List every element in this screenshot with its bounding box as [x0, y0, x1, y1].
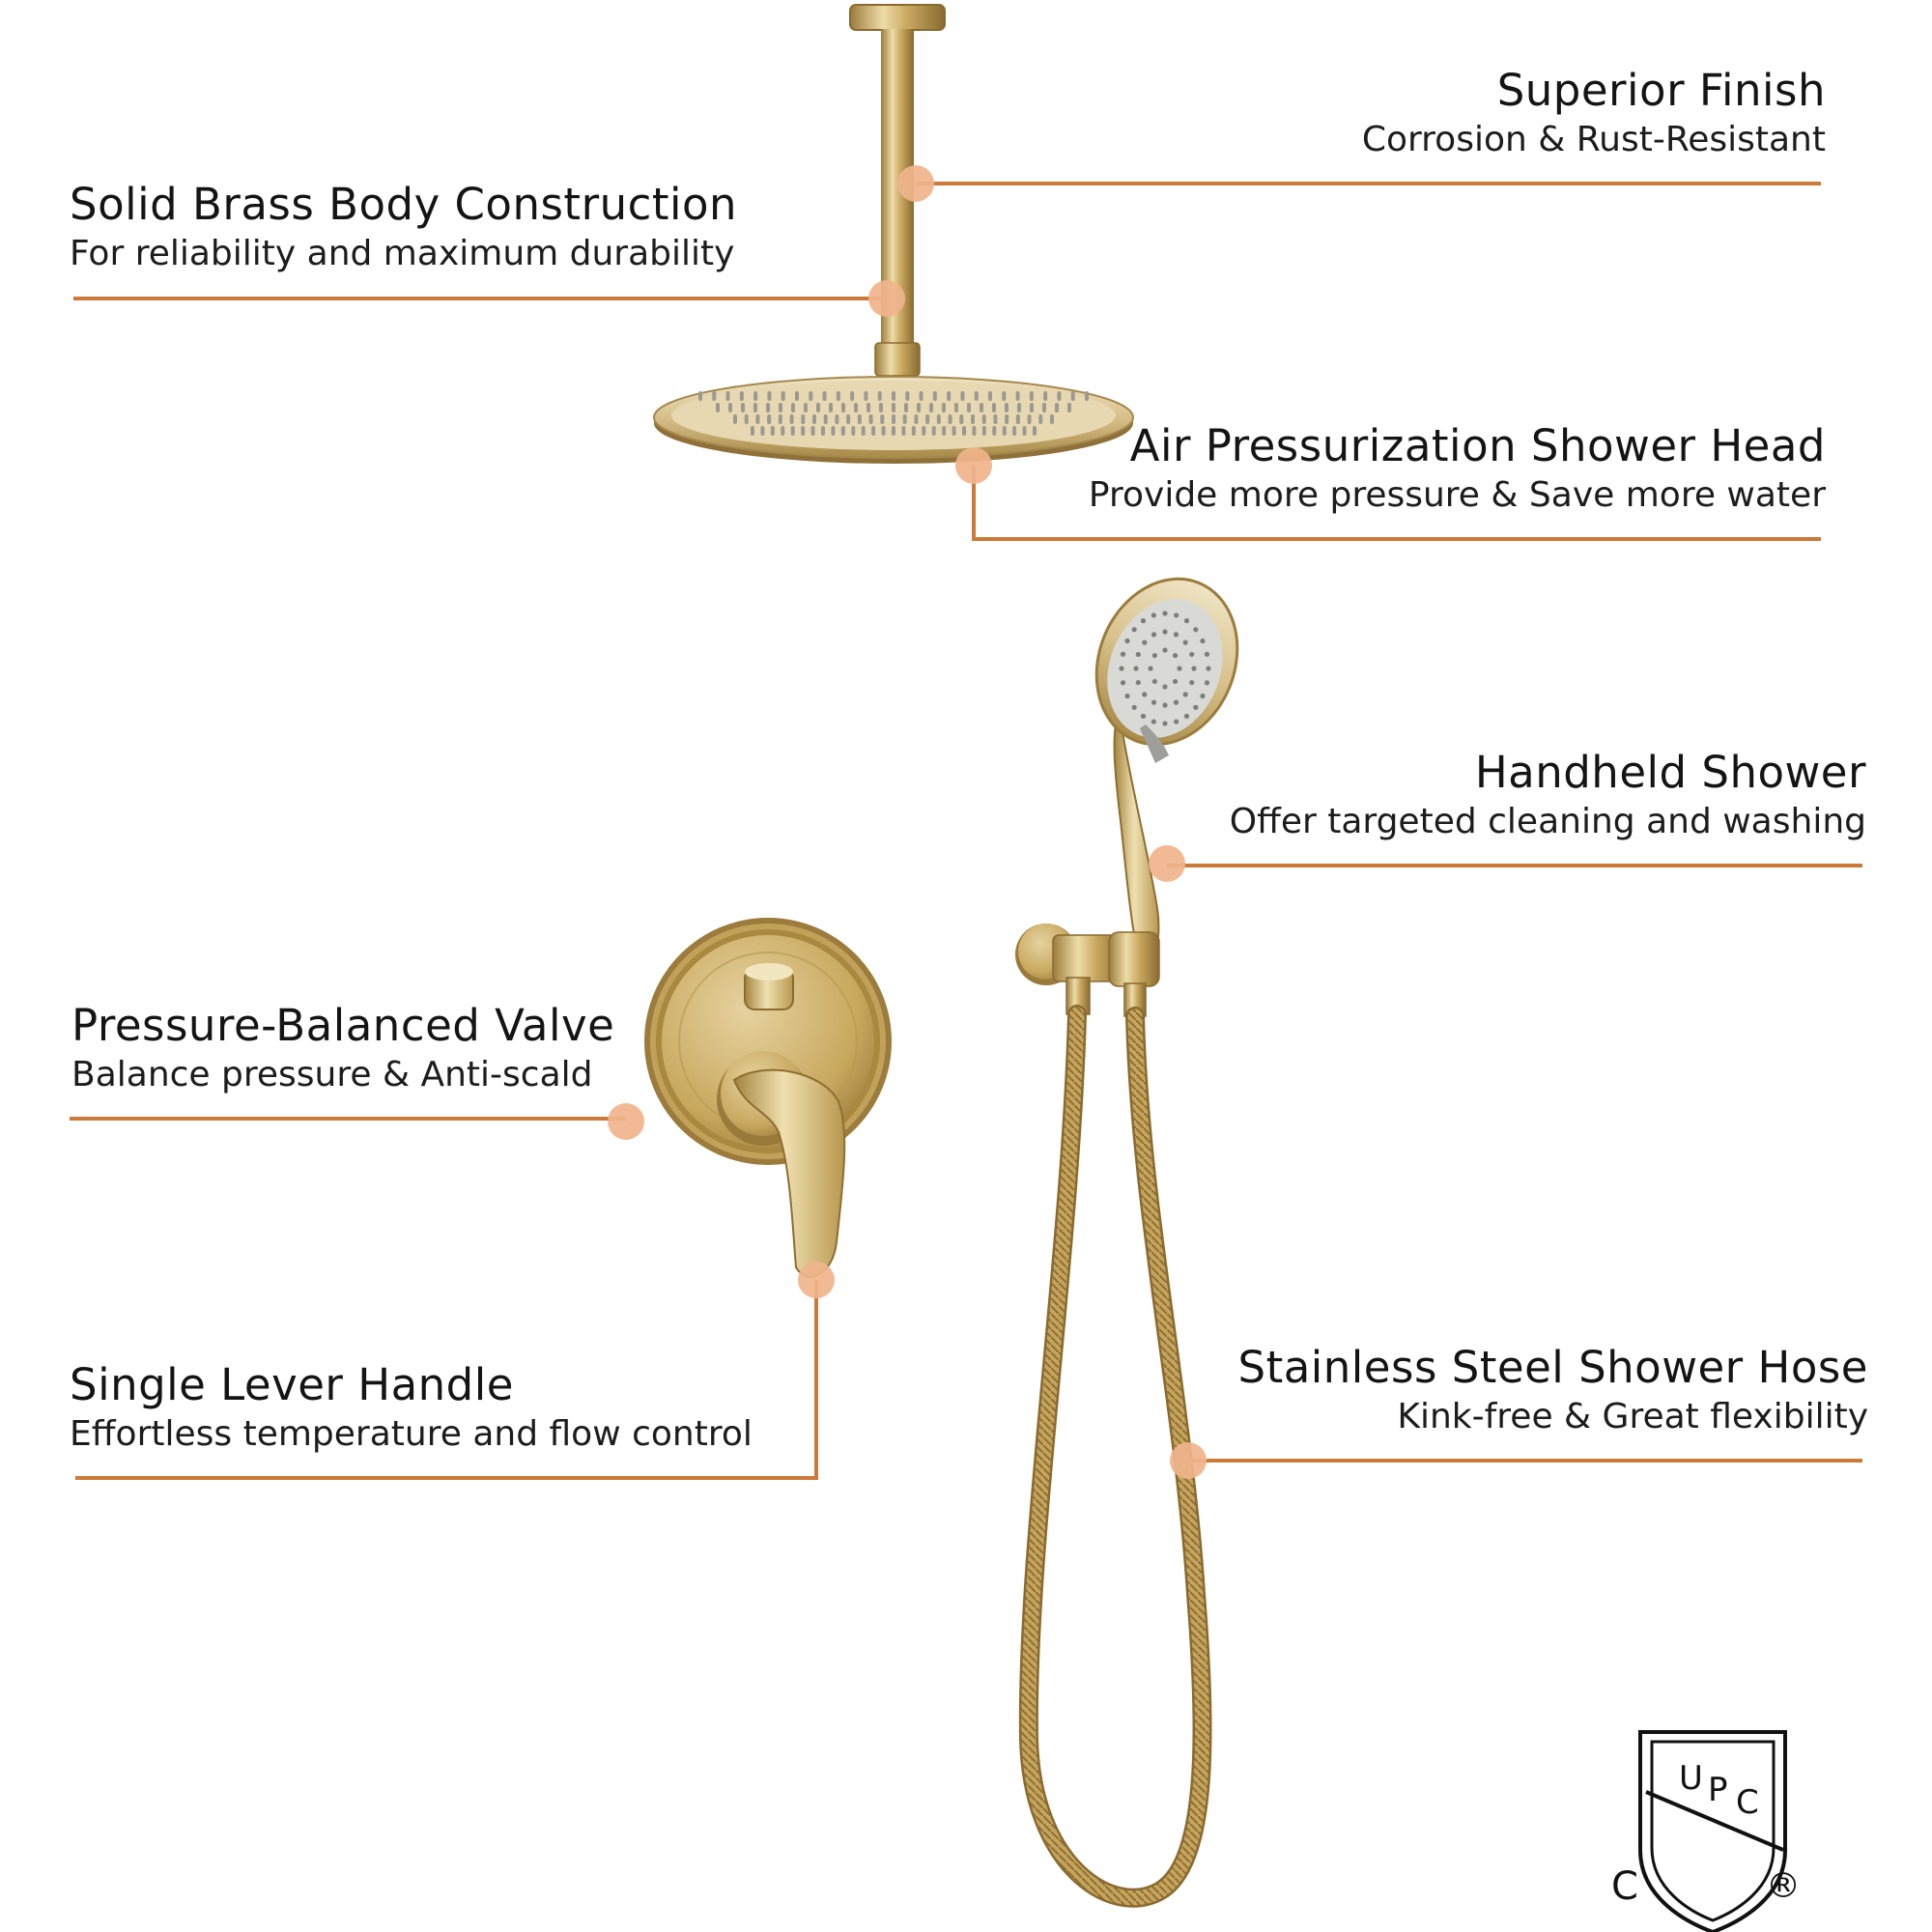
spray-nozzle — [1121, 680, 1125, 685]
feature-subtitle: Effortless temperature and flow control — [70, 1414, 753, 1454]
nozzle — [892, 426, 895, 436]
feature-title: Handheld Shower — [1474, 747, 1866, 798]
spray-nozzle — [1174, 700, 1179, 705]
nozzle — [823, 391, 827, 401]
nozzle — [869, 414, 873, 424]
feature-title: Superior Finish — [1496, 65, 1826, 116]
spray-nozzle — [1193, 705, 1198, 710]
nozzle — [980, 403, 983, 412]
spray-nozzle — [1206, 666, 1210, 670]
feature-subtitle: Balance pressure & Anti-scald — [71, 1055, 593, 1094]
spray-nozzle — [1136, 680, 1141, 685]
spray-nozzle — [1205, 652, 1209, 657]
feature-shower-hose — [999, 1341, 1868, 1439]
nozzle — [740, 391, 744, 401]
spray-nozzle — [1174, 612, 1179, 617]
nozzle — [728, 403, 732, 412]
spray-nozzle — [1132, 627, 1137, 632]
nozzle — [781, 426, 784, 436]
nozzle — [1071, 391, 1075, 401]
nozzle — [846, 414, 850, 424]
spray-nozzle — [1124, 639, 1129, 643]
nozzle — [781, 391, 785, 401]
spray-nozzle — [1151, 700, 1156, 705]
cupc-letter-p: P — [1708, 1771, 1728, 1809]
spray-nozzle — [1200, 694, 1205, 698]
nozzle — [1005, 403, 1009, 412]
nozzle — [751, 426, 754, 436]
nozzle — [960, 391, 964, 401]
nozzle — [824, 414, 828, 424]
nozzle — [949, 414, 952, 424]
nozzle — [871, 426, 875, 436]
nozzle — [933, 391, 937, 401]
nozzle — [841, 403, 845, 412]
nozzle — [942, 403, 946, 412]
nozzle — [922, 426, 925, 436]
nozzle — [1030, 391, 1034, 401]
nozzle — [816, 403, 820, 412]
nozzle — [932, 426, 936, 436]
nozzle — [1043, 391, 1047, 401]
registered-mark: ® — [1766, 1866, 1801, 1906]
feature-pressure-valve — [71, 999, 941, 1097]
spray-nozzle — [1152, 653, 1157, 658]
spray-nozzle — [1173, 653, 1178, 658]
nozzle — [1085, 391, 1089, 401]
spray-nozzle — [1133, 666, 1138, 670]
nozzle — [795, 391, 799, 401]
spray-nozzle — [1162, 684, 1167, 689]
nozzle — [837, 391, 840, 401]
feature-shower-head — [956, 419, 1826, 518]
wall-supply-elbow — [1015, 923, 1159, 1016]
spray-nozzle — [1142, 692, 1147, 696]
spray-nozzle — [1183, 640, 1188, 645]
nozzle — [804, 403, 808, 412]
nozzle — [831, 426, 835, 436]
spray-nozzle — [1141, 714, 1146, 719]
spray-nozzle — [1173, 679, 1178, 684]
spray-nozzle — [1191, 666, 1196, 670]
feature-brass-body — [70, 178, 939, 276]
nozzle — [779, 403, 782, 412]
nozzle — [809, 391, 812, 401]
nozzle — [864, 391, 867, 401]
spray-nozzle — [1183, 692, 1188, 696]
spray-nozzle — [1142, 640, 1147, 645]
feature-single-lever — [70, 1358, 939, 1457]
nozzle — [892, 403, 895, 412]
nozzle — [992, 403, 996, 412]
cupc-c-letter: C — [1611, 1864, 1638, 1909]
nozzle — [850, 391, 854, 401]
nozzle — [766, 403, 770, 412]
nozzle — [988, 391, 992, 401]
nozzle — [879, 403, 883, 412]
nozzle — [892, 391, 895, 401]
nozzle — [698, 391, 702, 401]
feature-title: Pressure-Balanced Valve — [71, 1000, 615, 1051]
nozzle — [771, 426, 775, 436]
spray-nozzle — [1136, 652, 1141, 657]
spray-nozzle — [1162, 611, 1167, 615]
nozzle — [942, 426, 946, 436]
spray-nozzle — [1184, 714, 1189, 719]
nozzle — [947, 391, 951, 401]
feature-subtitle: For reliability and maximum durability — [70, 234, 735, 273]
nozzle — [1017, 403, 1021, 412]
spray-nozzle — [1162, 629, 1167, 634]
spray-nozzle — [1189, 680, 1194, 685]
spray-nozzle — [1174, 719, 1179, 724]
feature-title: Single Lever Handle — [70, 1359, 514, 1410]
nozzle — [1030, 403, 1034, 412]
spray-nozzle — [1162, 702, 1167, 707]
spray-nozzle — [1151, 719, 1156, 724]
nozzle — [791, 426, 795, 436]
cupc-certification-mark — [1611, 1732, 1801, 1932]
nozzle — [901, 426, 905, 436]
spray-nozzle — [1119, 666, 1123, 670]
nozzle — [733, 414, 737, 424]
feature-handheld-shower — [997, 746, 1866, 844]
nozzle — [878, 391, 882, 401]
nozzle — [1016, 391, 1020, 401]
spray-nozzle — [1162, 647, 1167, 652]
nozzle — [791, 403, 795, 412]
spray-nozzle — [1174, 632, 1179, 637]
nozzle — [862, 426, 866, 436]
nozzle — [790, 414, 794, 424]
spray-nozzle — [1184, 618, 1189, 623]
nozzle — [920, 391, 923, 401]
nozzle — [858, 414, 862, 424]
dot-handheld — [1149, 845, 1185, 882]
nozzle — [1042, 403, 1046, 412]
feature-subtitle: Offer targeted cleaning and washing — [1229, 802, 1866, 841]
nozzle — [903, 414, 907, 424]
spray-nozzle — [1200, 639, 1205, 643]
nozzle — [741, 403, 745, 412]
nozzle — [914, 414, 918, 424]
feature-title: Air Pressurization Shower Head — [1129, 420, 1826, 471]
nozzle — [1002, 391, 1006, 401]
nozzle — [904, 403, 908, 412]
spray-nozzle — [1193, 627, 1198, 632]
nozzle — [829, 403, 833, 412]
spray-nozzle — [1148, 666, 1152, 670]
nozzle — [811, 426, 815, 436]
feature-title: Stainless Steel Shower Hose — [1237, 1342, 1868, 1393]
nozzle — [753, 403, 757, 412]
nozzle — [882, 426, 886, 436]
spray-nozzle — [1152, 679, 1157, 684]
nozzle — [867, 403, 870, 412]
nozzle — [712, 391, 716, 401]
spray-nozzle — [1121, 652, 1125, 657]
nozzle — [1067, 403, 1071, 412]
dot-hose — [1170, 1442, 1207, 1479]
spray-nozzle — [1162, 721, 1167, 725]
nozzle — [880, 414, 884, 424]
feature-subtitle: Provide more pressure & Save more water — [1088, 475, 1826, 515]
feature-superior-finish — [956, 64, 1826, 162]
nozzle — [835, 414, 838, 424]
nozzle — [917, 403, 921, 412]
nozzle — [1057, 391, 1061, 401]
spray-nozzle — [1132, 705, 1137, 710]
cupc-letter-c: C — [1736, 1783, 1759, 1822]
nozzle — [753, 391, 757, 401]
nozzle — [821, 426, 825, 436]
nozzle — [779, 414, 782, 424]
nozzle — [851, 426, 855, 436]
nozzle — [892, 414, 895, 424]
nozzle — [755, 414, 759, 424]
nozzle — [716, 403, 720, 412]
spray-nozzle — [1141, 618, 1146, 623]
nozzle — [925, 414, 929, 424]
nozzle — [912, 426, 916, 436]
dot-brass-body — [868, 280, 905, 317]
feature-title: Solid Brass Body Construction — [70, 179, 738, 230]
nozzle — [1055, 403, 1059, 412]
feature-subtitle: Kink-free & Great flexibility — [1397, 1397, 1868, 1436]
nozzle — [745, 414, 749, 424]
spray-nozzle — [1151, 612, 1156, 617]
nozzle — [812, 414, 816, 424]
nozzle — [937, 414, 941, 424]
spray-nozzle — [1189, 652, 1194, 657]
nozzle — [801, 426, 805, 436]
spray-nozzle — [1177, 666, 1181, 670]
feature-subtitle: Corrosion & Rust-Resistant — [1361, 120, 1826, 159]
nozzle — [854, 403, 858, 412]
spray-nozzle — [1151, 632, 1156, 637]
nozzle — [760, 426, 764, 436]
nozzle — [801, 414, 805, 424]
nozzle — [767, 414, 771, 424]
nozzle — [841, 426, 845, 436]
nozzle — [929, 403, 933, 412]
nozzle — [952, 426, 956, 436]
dot-lever — [798, 1262, 835, 1298]
nozzle — [954, 403, 958, 412]
nozzle — [767, 391, 771, 401]
nozzle — [726, 391, 730, 401]
spray-nozzle — [1124, 694, 1129, 698]
nozzle — [967, 403, 971, 412]
dot-valve — [608, 1103, 644, 1140]
cupc-letter-u: U — [1679, 1759, 1703, 1798]
nozzle — [975, 391, 979, 401]
spray-nozzle — [1205, 680, 1209, 685]
nozzle — [905, 391, 909, 401]
